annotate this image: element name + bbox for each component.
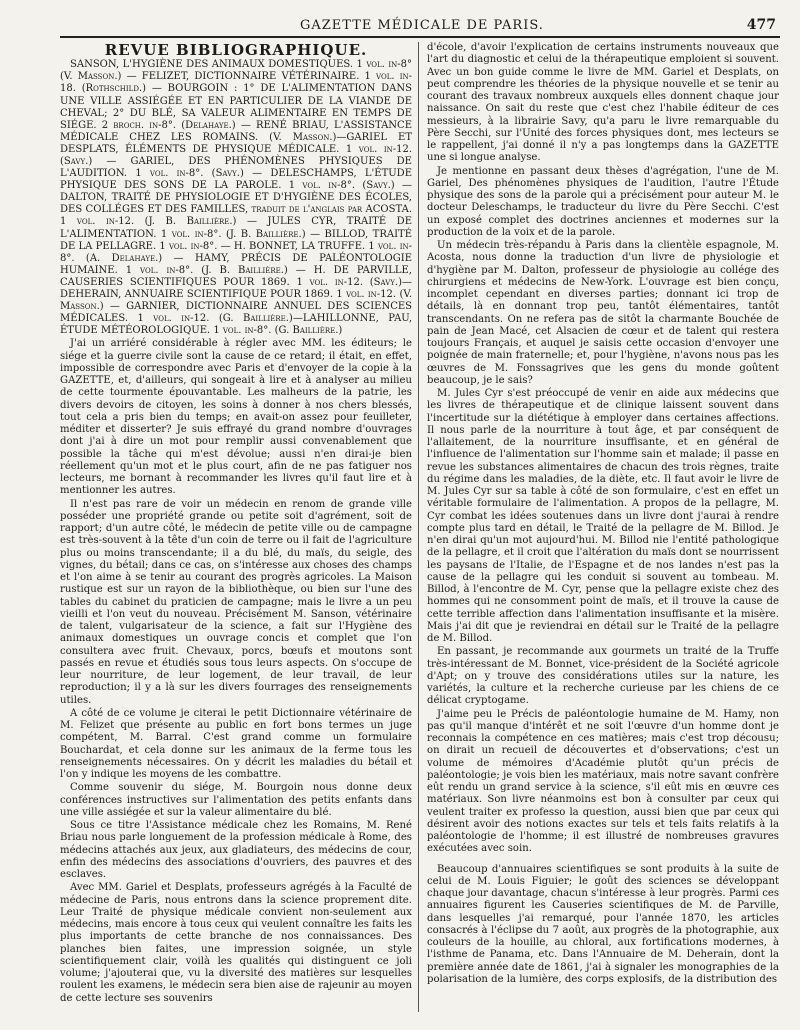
column-divider — [418, 42, 419, 1012]
left-column — [60, 42, 412, 1022]
paragraph: Il n'est pas rare de voir un médecin en renom de grande ville posséder une propriété grande ou petite soit d'agrément, soit de rapport; d'un autre côté, le médecin de petite ville ou de campagne est très-souvent à la tête d'un coin de terre ou il fait de l'agriculture plus ou moins transcendante; il a du blé, du maïs, du seigle, des vignes, du bétail; dans ce cas, on s'intéresse aux choses des champs et l'on aime à se tenir au courant des progrès agricoles. La Maison rustique est sur un rayon de la bibliothèque, ou bien sur l'une des tables du cabinet du praticien de campagne; mais le livre a un peu vieilli et l'on veut du nouveau. Précisément M. Sanson, vétérinaire de talent, vulgarisateur de la science, a fait sur l'Hygiène des animaux domestiques un ouvrage concis et complet que l'on consultera avec fruit. Chevaux, porcs, bœufs et moutons sont passés en revue et étudiés sous tous leurs aspects. On s'occupe de leur nourriture, de leur logement, de leur travail, de leur reproduction; il y a là sur les divers fourrages des renseignements utiles. — [60, 498, 412, 706]
paragraph: Avec MM. Gariel et Desplats, professeurs agrégés à la Faculté de médecine de Paris, nous entrons dans la science proprement dite. Leur Traité de physique médicale convient non-seulement aux médecins, mais encore à tous ceux qui veulent connaître les faits les plus importants de cette branche de nos connaissances. Des planches bien faites, une impression soignée, un style scientifiquement clair, voilà les qualités qui distinguent ce joli volume; j'ajouterai que, vu la diversité des matières sur lesquelles roulent les examens, le médecin sera bien aise de rajeunir au moyen de cette lecture ses souvenirs — [60, 882, 412, 1004]
running-header — [60, 14, 780, 36]
paragraph: A côté de ce volume je citerai le petit Dictionnaire vétérinaire de M. Felizet que présente au public en fort bons termes un juge compétent, M. Barral. C'est grand comme un formulaire Bouchardat, et cela donne sur les animaux de la ferme tous les renseignements nécessaires. On y décrit les maladies du bétail et l'on y indique les moyens de les combattre. — [60, 707, 412, 781]
paragraph: En passant, je recommande aux gourmets un traité de la Truffe très-intéressant de M. Bonnet, vice-président de la Société agricole d'Apt; on y trouve des considérations utiles sur la nature, les variétés, la culture et la recherche curieuse par les chiens de ce délicat cryptogame. — [427, 646, 779, 707]
paragraph: J'ai un arriéré considérable à régler avec MM. les éditeurs; le siége et la guerre civile sont la cause de ce retard; il était, en effet, impossible de correspondre avec Paris et d'envoyer de la copie à la GAZETTE, et, d'ailleurs, qui songeait à lire et à analyser au milieu de cette tourmente épouvantable. Les malheurs de la patrie, les divers devoirs de citoyen, les soins à donner à nos chers blessés, tout cela a pris bien du temps; en avait-on assez pour feuilleter, méditer et disserter? Je suis effrayé du grand nombre d'ouvrages dont j'ai à dire un mot pour remplir aussi convenablement que possible la tâche qui m'est dévolue; aussi n'en dirai-je bien réellement qu'un mot et le plus court, afin de ne pas fatiguer nos lecteurs, me bornant à recommander les livres qu'il faut lire et à mentionner les autres. — [60, 338, 412, 497]
paragraph: Je mentionne en passant deux thèses d'agrégation, l'une de M. Gariel, Des phénomènes physiques de l'audition, l'autre l'Étude physique des sons de la parole qui a précisément pour auteur M. le docteur Deleschamps, le traducteur du livre du Père Secchi. C'est un exposé complet des doctrines anciennes et modernes sur la production de la voix et de la parole. — [427, 165, 779, 238]
paragraph: Sous ce titre l'Assistance médicale chez les Romains, M. René Briau nous parle longuement de la profession médicale à Rome, des médecins attachés aux jeux, aux gladiateurs, des médecins de cour, enfin des médecins des associations d'ouvriers, des pauvres et des esclaves. — [60, 820, 412, 881]
page-number: 477 — [746, 17, 776, 33]
paragraph: Un médecin très-répandu à Paris dans la clientèle espagnole, M. Acosta, nous donne la traduction d'un livre de physiologie et d'hygiène par M. Dalton, professeur de physiologie au collége des chirurgiens et médecins de New-York. L'ouvrage est bien conçu, incomplet cependant en diverses parties; donnant ici trop de détails, là en donnant trop peu, tantôt élémentaires, tantôt transcendants. On ne refera pas de sitôt la charmante Bouchée de pain de Jean Macé, cet Alsacien de cœur et de talent qui restera toujours Français, et auquel je saisis cette occasion d'envoyer une poignée de main fraternelle; et, pour l'hygiène, n'avons nous pas les œuvres de M. Fonssagrives que les gens du monde goûtent beaucoup, je le sais? — [427, 240, 779, 386]
section-title: REVUE BIBLIOGRAPHIQUE. — [104, 42, 368, 59]
right-column — [427, 42, 779, 1022]
header-rule — [60, 36, 780, 38]
paragraph: Comme souvenir du siége, M. Bourgoin nous donne deux conférences instructives sur l'alimentation des petits enfants dans une ville assiégée et sur la valeur alimentaire du blé. — [60, 782, 412, 818]
paragraph: d'école, d'avoir l'explication de certains instruments nouveaux que l'art du diagnostic et celui de la thérapeutique emploient si souvent. Avec un bon guide comme le livre de MM. Gariel et Desplats, on peut comprendre les théories de la physique nouvelle et se tenir au courant des travaux nombreux auxquels elles donnent chaque jour naissance. On sait du reste que c'est chez l'habile éditeur de ces messieurs, à la librairie Savy, qu'a paru le livre remarquable du Père Secchi, sur l'Unité des forces physiques dont, mes lecteurs se le rappellent, j'ai donné il n'y a pas longtemps dans la GAZETTE une si longue analyse. — [427, 42, 779, 164]
running-title: GAZETTE MÉDICALE DE PARIS. — [300, 17, 544, 33]
spacer — [427, 857, 779, 864]
paragraph: M. Jules Cyr s'est préoccupé de venir en aide aux médecins que les livres de thérapeutique et de clinique laissent souvent dans l'incertitude sur la diététique à employer dans certaines affections. Il nous parle de la nourriture à tout âge, et par conséquent de l'allaitement, de la nourriture insuffisante, et en général de l'influence de l'alimentation sur l'homme sain et malade; il passe en revue les substances alimentaires de chacun des trois règnes, traite du régime dans les maladies, de la diète, etc. Il faut avoir le livre de M. Jules Cyr sur sa table à côté de son formulaire, c'est en effet un véritable formulaire de l'alimentation. A propos de la pellagre, M. Cyr combat les idées soutenues dans un livre dont j'aurai à rendre compte plus tard en détail, le Traité de la pellagre de M. Billod. Je n'en dirai qu'un mot aujourd'hui. M. Billod nie l'entité pathologique de la pellagre, et il croit que l'altération du maïs dont se nourrissent les paysans de l'Italie, de l'Espagne et de nos landes n'est pas la cause de la pellagre qui les conduit si souvent au tombeau. M. Billod, à l'encontre de M. Cyr, pense que la pellagre existe chez des hommes qui ne consomment point de maïs, et il trouve la cause de cette terrible affection dans l'alimentation insuffisante et la misère. Mais j'ai dit que je reviendrai en détail sur le Traité de la pellagre de M. Billod. — [427, 388, 779, 644]
paragraph: Beaucoup d'annuaires scientifiques se sont produits à la suite de celui de M. Louis Figuier; le goût des sciences se développant chaque jour davantage, chacun s'intéresse à leur progrès. Parmi ces annuaires figurent les Causeries scientifiques de M. de Parville, dans lesquelles j'ai remarqué, pour l'année 1870, les articles consacrés à l'éclipse du 7 août, aux progrès de la photographie, aux couleurs de la houille, au chloral, aux fortifications modernes, à l'isthme de Panama, etc. Dans l'Annuaire de M. Deherain, dont la première année date de 1861, j'ai à signaler les monographies de la polarisation de la lumière, des corps explosifs, de la distribution des — [427, 863, 779, 985]
paragraph: J'aime peu le Précis de paléontologie humaine de M. Hamy, non pas qu'il manque d'intérêt et ne soit l'œuvre d'un homme dont je reconnais la compétence en ces matières; mais c'est trop décousu; on dirait un recueil de découvertes et d'observations; c'est un volume de mémoires d'Académie plutôt qu'un précis de paléontologie; je vois bien les matériaux, mais notre savant confrère eût rendu un grand service à la science, s'il eût mis en œuvre ces matériaux. Son livre néanmoins est bon à consulter par ceux qui veulent traiter ex professo la question, aussi bien que par ceux qui désirent avoir des notions exactes sur tels et tels faits relatifs à la paléontologie de l'homme; il est illustré de nombreuses gravures exécutées avec soin. — [427, 708, 779, 855]
bibliography-list: SANSON, L'HYGIÈNE DES ANIMAUX DOMESTIQUES. 1 vol. in-8° (V. Masson.) — FELIZET, DICTIONNAIRE VÉTÉRINAIRE. 1 vol. in-18. (Rothschild.) — BOURGOIN : 1° DE L'ALIMENTATION DANS UNE VILLE ASSIÉGÉE ET EN PARTICULIER DE LA VIANDE DE CHEVAL; 2° DU BLÉ, SA VALEUR ALIMENTAIRE EN TEMPS DE SIÉGE. 2 broch. in-8°. (Delahaye.) — RENÉ BRIAU, L'ASSISTANCE MÉDICALE CHEZ LES ROMAINS. (V. Masson.)—GARIEL ET DESPLATS, ÉLÉMENTS DE PHYSIQUE MÉDICALE. 1 vol. in-12. (Savy.) — GARIEL, DES PHÉNOMÈNES PHYSIQUES DE L'AUDITION. 1 vol. in-8°. (Savy.) — DELESCHAMPS, L'ÉTUDE PHYSIQUE DES SONS DE LA PAROLE. 1 vol. in-8°. (Savy.) — DALTON, TRAITÉ DE PHYSIOLOGIE ET D'HYGIÈNE DES ÉCOLES, DES COLLÉGES ET DES FAMILLES, traduit de l'anglais par ACOSTA. 1 vol. in-12. (J. B. Baillière.) — JULES CYR, TRAITÉ DE L'ALIMENTATION. 1 vol. in-8°. (J. B. Baillière.) — BILLOD, TRAITÉ DE LA PELLAGRE. 1 vol. in-8°. — H. BONNET, LA TRUFFE. 1 vol. in-8°. (A. Delahaye.) — HAMY, PRÉCIS DE PALÉONTOLOGIE HUMAINE. 1 vol. in-8°. (J. B. Baillière.) — H. DE PARVILLE, CAUSERIES SCIENTIFIQUES POUR 1869. 1 vol. in-12. (Savy.)— DEHERAIN, ANNUAIRE SCIENTIFIQUE POUR 1869. 1 vol. in-12. (V. Masson.) — GARNIER, DICTIONNAIRE ANNUEL DES SCIENCES MÉDICALES. 1 vol. in-12. (G. Baillière.)—LAHILLONNE, PAU, ÉTUDE MÉTÉOROLOGIQUE. 1 vol. in-8°. (G. Baillière.) — [60, 59, 412, 337]
